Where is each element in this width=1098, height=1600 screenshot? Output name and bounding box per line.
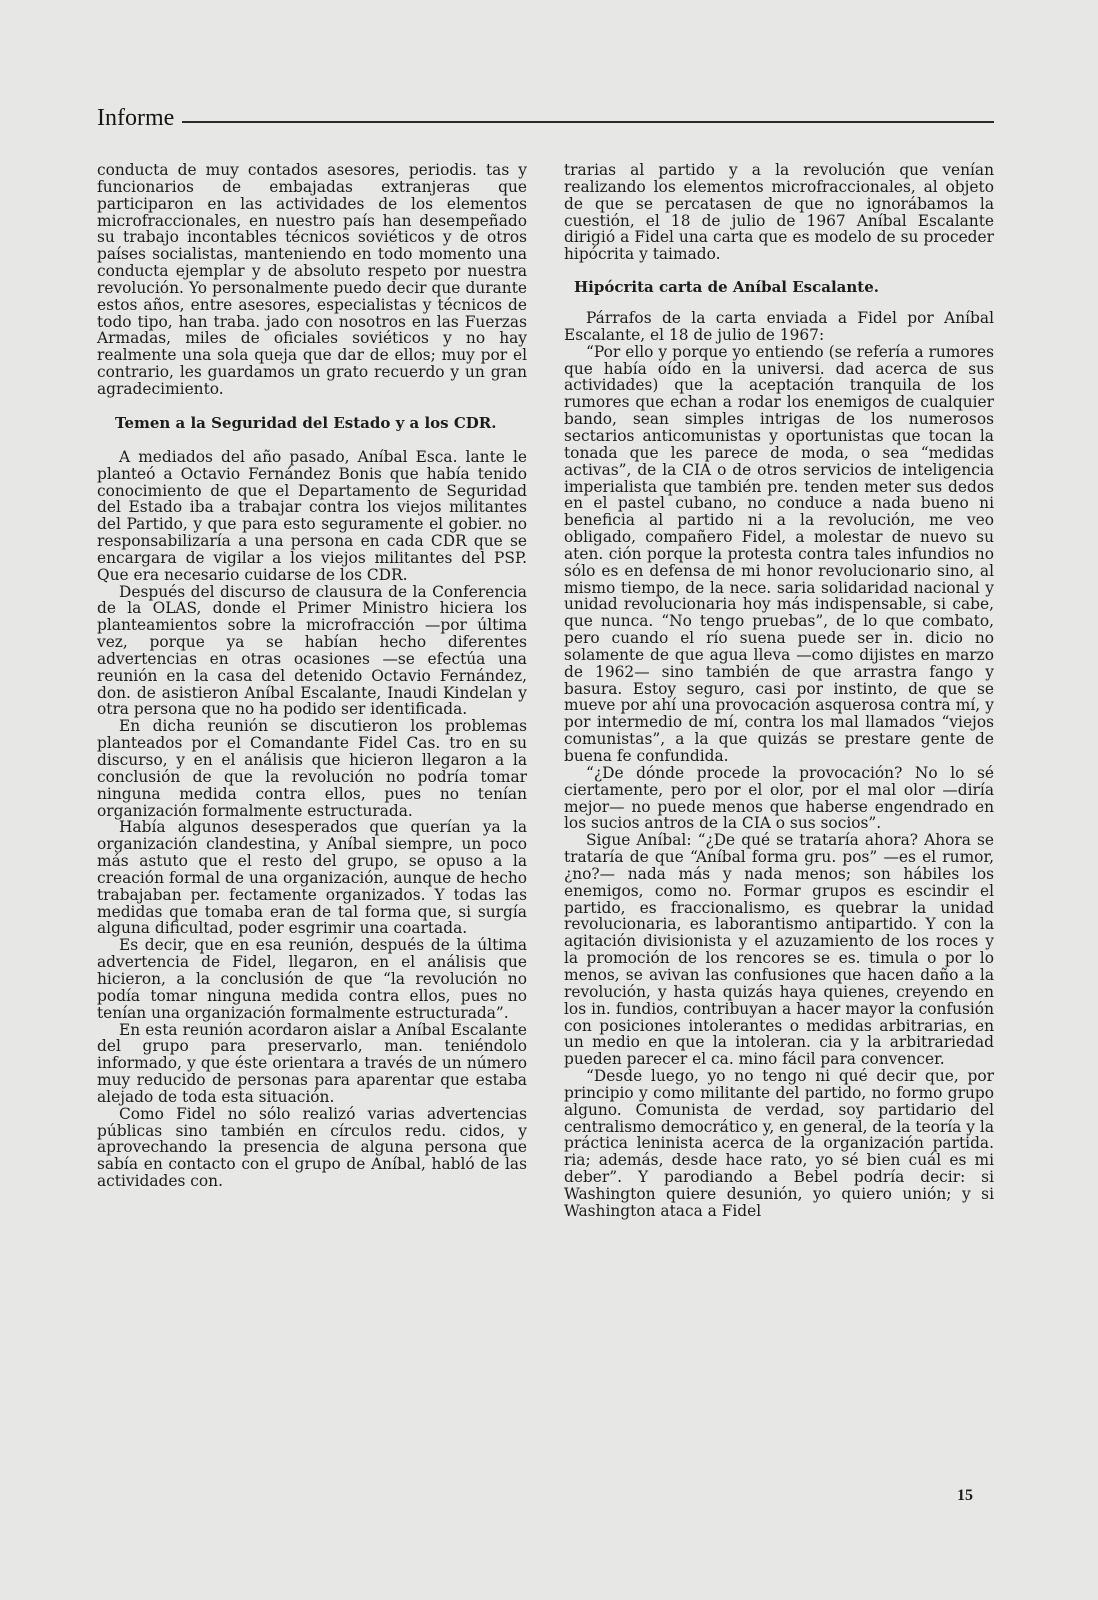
paragraph: “¿De dónde procede la provocación? No lo sé ciertamente, pero por el olor, por el mal olor —diría mejor— no puede menos que haberse engendrado en los sucios antros de la CIA o sus socios”. [564,763,994,833]
paragraph: “Por ello y porque yo entiendo (se refería a rumores que había oído en la universi. dad acerca de sus actividades) que la aceptación tranquila de los rumores que echan a rodar los enemigos de cualquier bando, sean simples intrigas de los numerosos sectarios anticomunistas y oportunistas que tocan la tonada que les parece de moda, o sea “medidas activas”, de la CIA o de otros servicios de inteligencia imperialista que también pre. tenden meter sus dedos en el pastel cubano, no conduce a nada bueno ni beneficia al partido ni a la revolución, me veo obligado, compañero Fidel, a molestar de nuevo su aten. ción porque la protesta contra tales infundios no sólo es en defensa de mi honor revolucionario sino, al mismo tiempo, de la nece. saria solidaridad nacional y unidad revolucionaria hoy más indispensable, si cabe, que nunca. “No tengo pruebas”, de lo que combato, pero cuando el río suena puede ser in. dicio no solamente de que agua lleva —como dijistes en marzo de 1962— sino también de que arrastra fango y basura. Estoy seguro, casi por instinto, de que se mueve por ahí una provocación asquerosa contra mí, y por intermedio de mí, contra los mal llamados “viejos comunistas”, a la que quizás se prestare gente de buena fe confundida. [564,342,994,765]
section-heading: Hipócrita carta de Aníbal Escalante. [574,278,879,297]
section-heading: Temen a la Seguridad del Estado y a los CDR. [115,413,497,432]
paragraph: “Desde luego, yo no tengo ni qué decir que, por principio y como militante del partido, no formo grupo alguno. Comunista de verdad, soy partidario del centralismo democrático y, en general, de la teoría y la práctica leninista acerca de la organización partida. ria; además, desde hace rato, yo sé bien cuál es mi deber”. Y parodiando a Bebel podría decir: si Washington quiere desunión, yo quiero unión; y si Washington ataca a Fidel [564,1067,994,1220]
paragraph: A mediados del año pasado, Aníbal Esca. lante le planteó a Octavio Fernández Bonis que había tenido conocimiento de que el Departamento de Seguridad del Estado iba a trabajar contra los viejos militantes del Partido, y que para esto seguramente el gobier. no responsabilizaría a una persona en cada CDR que se encargara de vigilar a los viejos militantes del PSP. Que era necesario cuidarse de los CDR. [97,447,527,584]
paragraph: conducta de muy contados asesores, periodis. tas y funcionarios de embajadas extranjeras que participaron en las actividades de los elementos microfraccionales, en nuestro país han desempeñado su trabajo incontables técnicos soviéticos y de otros países socialistas, manteniendo en todo momento una conducta ejemplar y de absoluto respeto por nuestra revolución. Yo personalmente puedo decir que durante estos años, entre asesores, especialistas y técnicos de todo tipo, han traba. jado con nosotros en las Fuerzas Armadas, miles de oficiales soviéticos y no hay realmente una sola queja que dar de ellos; muy por el contrario, les guardamos un grato recuerdo y un gran agradecimiento. [97,161,527,398]
page-number: 15 [957,1487,973,1504]
paragraph: Párrafos de la carta enviada a Fidel por Aníbal Escalante, el 18 de julio de 1967: [564,309,994,344]
left-column [97,162,527,1190]
paragraph: En dicha reunión se discutieron los problemas planteados por el Comandante Fidel Cas. tro en su discurso, y en el análisis que hicieron llegaron a la conclusión de que la revolución no podría tomar ninguna medida contra ellos, pues no tenían organización formalmente estructurada. [97,717,527,820]
paragraph: Había algunos desesperados que querían ya la organización clandestina, y Aníbal siempre, un poco más astuto que el resto del grupo, se opuso a la creación formal de una organización, aunque de hecho trabajaban per. fectamente organizados. Y todas las medidas que tomaba eran de tal forma que, si surgía alguna dificultad, poder esgrimir una coartada. [97,818,527,938]
section-title: Informe [97,104,175,131]
paragraph: Después del discurso de clausura de la Conferencia de la OLAS, donde el Primer Ministro hiciera los planteamientos sobre la microfracción —por última vez, porque ya se habían hecho diferentes advertencias en otras ocasiones —se efectúa una reunión en la casa del detenido Octavio Fernández, don. de asistieron Aníbal Escalante, Inaudi Kindelan y otra persona que no ha podido ser identificada. [97,582,527,719]
paragraph: Sigue Aníbal: “¿De qué se trataría ahora? Ahora se trataría de que “Aníbal forma gru. pos” —es el rumor, ¿no?— nada más y nada menos; son hábiles los enemigos, como no. Formar grupos es escindir el partido, es fraccionalismo, es quebrar la unidad revolucionaria, es laborantismo antipartido. Y con la agitación divisionista y el azuzamiento de los roces y la promoción de los rencores se es. timula o por lo menos, se avivan las confusiones que hacen daño a la revolución, y hasta quizás haya quienes, creyendo en los in. fundios, contribuyan a hacer mayor la confusión con posiciones intolerantes o medidas arbitrarias, en un medio en que la intoleran. cia y la arbitrariedad pueden parecer el ca. mino fácil para convencer. [564,831,994,1069]
running-header [97,103,994,133]
paragraph: Como Fidel no sólo realizó varias advertencias públicas sino también en círculos redu. cidos, y aprovechando la presencia de alguna persona que sabía en contacto con el grupo de Aníbal, habló de las actividades con. [97,1104,527,1191]
paragraph: En esta reunión acordaron aislar a Aníbal Escalante del grupo para preservarlo, man. teniéndolo informado, y que éste orientara a través de un número muy reducido de personas para aparentar que estaba alejado de toda esta situación. [97,1020,527,1106]
right-column [564,162,994,1220]
paragraph: trarias al partido y a la revolución que venían realizando los elementos microfraccionales, al objeto de que se percatasen de que no ignorábamos la cuestión, el 18 de julio de 1967 Aníbal Escalante dirigió a Fidel una carta que es modelo de su proceder hipócrita y taimado. [564,161,994,264]
paragraph: Es decir, que en esa reunión, después de la última advertencia de Fidel, llegaron, en el análisis que hicieron, a la conclusión de que “la revolución no podía tomar ninguna medida contra ellos, pues no tenían una organización formalmente estructurada”. [97,936,527,1022]
header-rule [182,121,994,123]
